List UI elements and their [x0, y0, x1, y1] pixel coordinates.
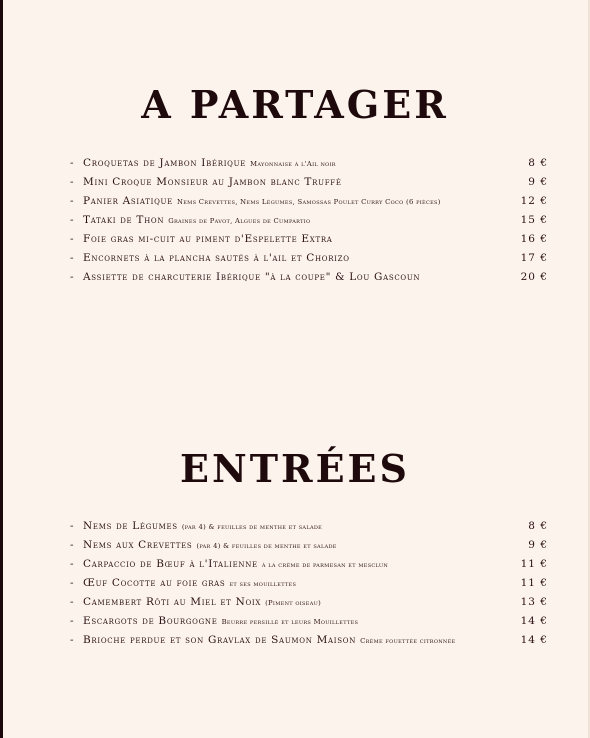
menu-item-name: Foie gras mi-cuit au piment d'Espelette Extra — [83, 233, 333, 245]
menu-item: - Camembert Rôti au Miel et Noix (Piment oiseau) 13 € — [70, 593, 548, 612]
menu-item-detail: Crème fouettée citronnée — [360, 637, 456, 645]
menu-item-name: Nems aux Crevettes — [83, 539, 193, 551]
menu-item-price: 13 € — [520, 596, 548, 608]
menu-item-name: Panier Asiatique — [83, 195, 173, 207]
menu-item-price: 9 € — [528, 176, 548, 188]
menu-item-name: Tataki de Thon — [83, 214, 165, 226]
menu-item-price: 14 € — [520, 615, 548, 627]
menu-item-detail: (par 4) & feuilles de menthe et salade — [196, 542, 337, 550]
menu-list-entrees — [70, 517, 548, 650]
menu-item-name: Croquetas de Jambon Ibérique — [83, 157, 247, 169]
menu-item-price: 9 € — [528, 539, 548, 551]
menu-item: - Nems aux Crevettes (par 4) & feuilles de menthe et salade 9 € — [70, 536, 548, 555]
menu-item: - Croquetas de Jambon Ibérique Mayonnaise à l'Ail noir 8 € — [70, 154, 548, 173]
menu-item-detail: (Piment oiseau) — [265, 599, 322, 607]
menu-list-a-partager — [70, 154, 548, 287]
menu-item-name: Encornets à la plancha sautés à l'ail et Chorizo — [83, 252, 350, 264]
menu-item-price: 17 € — [520, 252, 548, 264]
menu-item: - Œuf Cocotte au foie gras et ses mouillettes 11 € — [70, 574, 548, 593]
menu-item-detail: et ses mouillettes — [229, 580, 297, 588]
menu-item-name: Assiette de charcuterie Ibérique "à la coupe" & Lou Gascoun — [83, 271, 421, 283]
menu-item-price: 8 € — [528, 520, 548, 532]
menu-item-price: 12 € — [520, 195, 548, 207]
menu-item-detail: Beurre persillé et leurs Mouillettes — [221, 618, 359, 626]
menu-item: - Assiette de charcuterie Ibérique "à la coupe" & Lou Gascoun 20 € — [70, 268, 548, 287]
menu-item-price: 14 € — [520, 634, 548, 646]
menu-item-price: 16 € — [520, 233, 548, 245]
menu-item-detail: Mayonnaise à l'Ail noir — [250, 160, 336, 168]
menu-item-price: 11 € — [520, 558, 548, 570]
menu-item-name: Escargots de Bourgogne — [83, 615, 218, 627]
menu-item: - Foie gras mi-cuit au piment d'Espelette Extra 16 € — [70, 230, 548, 249]
menu-item-price: 15 € — [520, 214, 548, 226]
menu-item: - Tataki de Thon Graines de Pavot, Algues de Cumpartio 15 € — [70, 211, 548, 230]
menu-item-detail: (par 4) & feuilles de menthe et salade — [181, 523, 323, 531]
section-title-entrees: ENTRÉES — [180, 446, 410, 491]
menu-item-name: Brioche perdue et son Gravlax de Saumon Maison — [83, 634, 357, 646]
menu-item-name: Camembert Rôti au Miel et Noix — [83, 596, 262, 608]
menu-item: - Brioche perdue et son Gravlax de Saumon Maison Crème fouettée citronnée 14 € — [70, 631, 548, 650]
menu-item-name: Nems de Légumes — [83, 520, 178, 532]
menu-item-price: 8 € — [528, 157, 548, 169]
section-title-a-partager: A PARTAGER — [141, 82, 449, 127]
menu-item-name: Mini Croque Monsieur au Jambon blanc Truffé — [83, 176, 342, 188]
menu-item: - Escargots de Bourgogne Beurre persillé et leurs Mouillettes 14 € — [70, 612, 548, 631]
menu-item-detail: Graines de Pavot, Algues de Cumpartio — [168, 217, 311, 225]
menu-item: - Mini Croque Monsieur au Jambon blanc Truffé 9 € — [70, 173, 548, 192]
menu-item-detail: à la crème de parmesan et mesclun — [261, 561, 389, 569]
menu-item-name: Carpaccio de Bœuf à l'Italienne — [83, 558, 258, 570]
menu-item-name: Œuf Cocotte au foie gras — [83, 577, 226, 589]
menu-item-price: 20 € — [520, 271, 548, 283]
menu-item: - Carpaccio de Bœuf à l'Italienne à la crème de parmesan et mesclun 11 € — [70, 555, 548, 574]
menu-item-detail: Nems Crevettes, Nems Légumes, Samossas Poulet Curry Coco (6 pièces) — [176, 198, 441, 206]
menu-item-price: 11 € — [520, 577, 548, 589]
menu-item: - Nems de Légumes (par 4) & feuilles de menthe et salade 8 € — [70, 517, 548, 536]
menu-item: - Encornets à la plancha sautés à l'ail et Chorizo 17 € — [70, 249, 548, 268]
menu-item: - Panier Asiatique Nems Crevettes, Nems Légumes, Samossas Poulet Curry Coco (6 pièces) 12 € — [70, 192, 548, 211]
